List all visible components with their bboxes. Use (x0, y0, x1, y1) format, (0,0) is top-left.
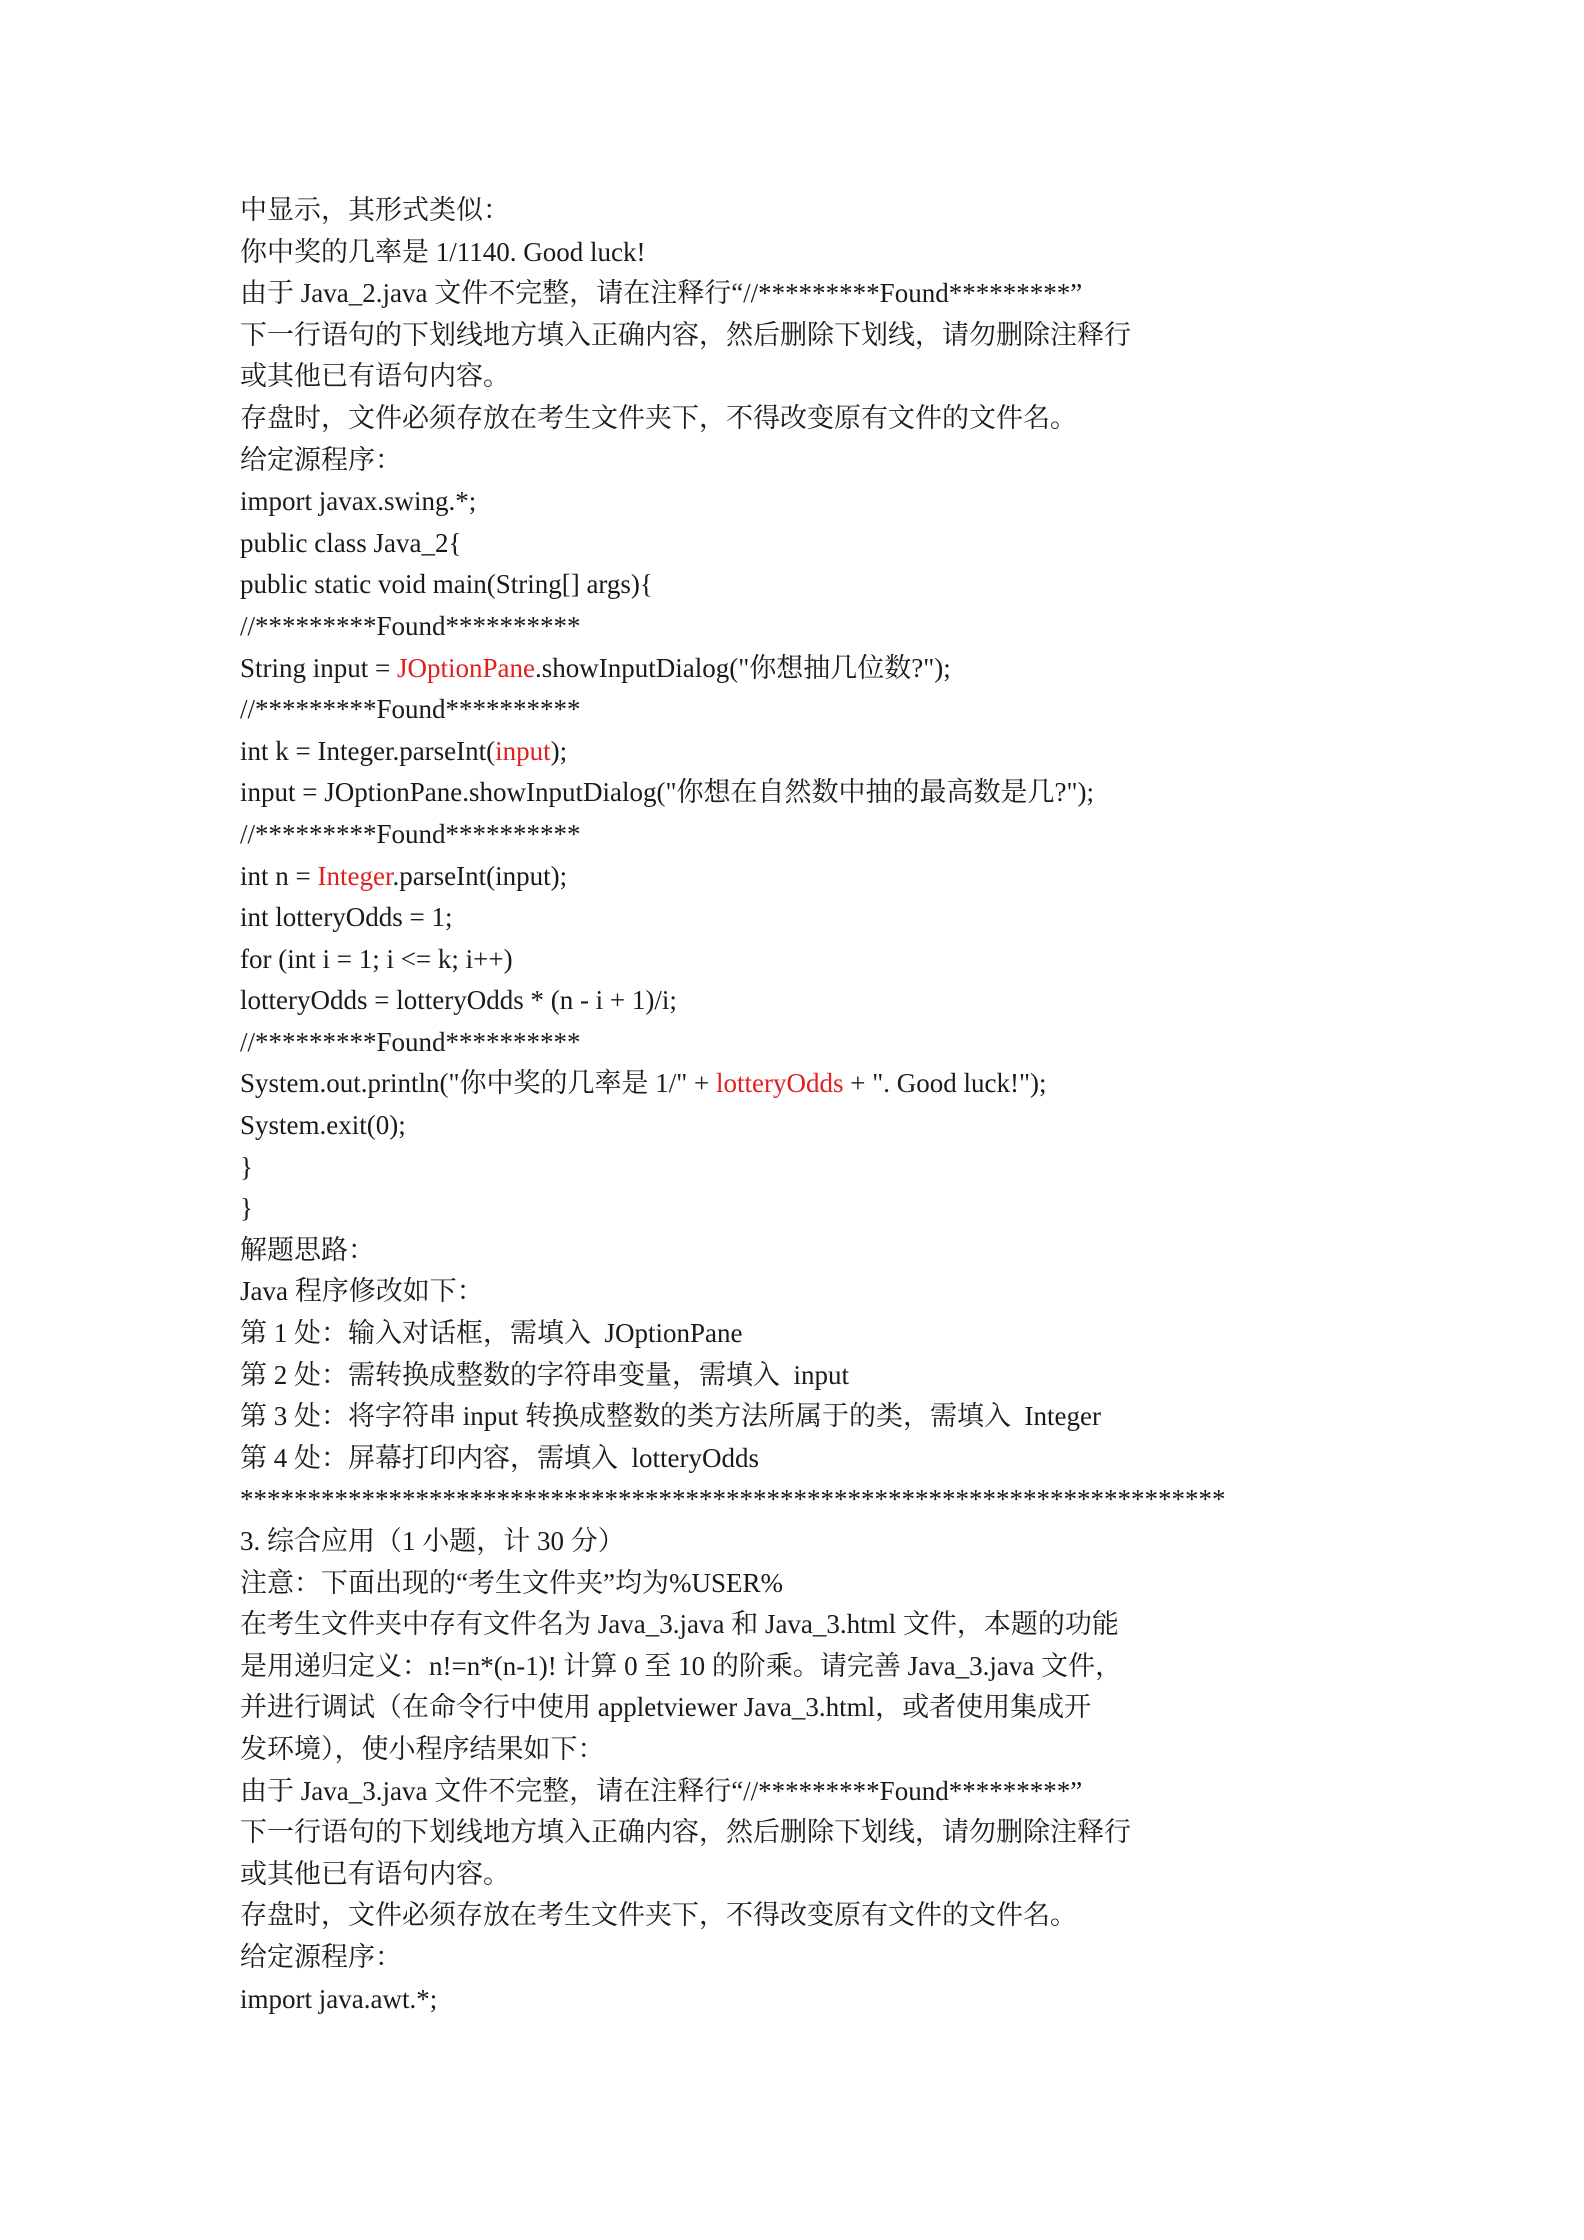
text-segment: System.exit(0); (240, 1110, 406, 1141)
highlighted-answer: lotteryOdds (716, 1068, 844, 1099)
text-segment: } (240, 1151, 253, 1182)
text-line (240, 356, 1390, 398)
text-segment: //*********Found********** (240, 610, 581, 641)
text-segment: 解题思路： (240, 1234, 375, 1265)
text-line (240, 1687, 1390, 1729)
text-segment: lotteryOdds = lotteryOdds * (n - i + 1)/i; (240, 985, 677, 1016)
text-line (240, 273, 1390, 315)
text-segment: int lotteryOdds = 1; (240, 902, 453, 933)
text-segment: 由于 Java_2.java 文件不完整，请在注释行“//*********Found*********” (240, 278, 1083, 309)
text-line (240, 689, 1390, 731)
text-segment: input = JOptionPane.showInputDialog("你想在自然数中抽的最高数是几?"); (240, 777, 1094, 808)
text-segment: 第 2 处：需转换成整数的字符串变量，需填入 input (240, 1359, 850, 1390)
text-line (240, 1979, 1390, 2021)
text-segment: 下一行语句的下划线地方填入正确内容，然后删除下划线，请勿删除注释行 (240, 319, 1131, 350)
text-line (240, 1105, 1390, 1147)
text-line (240, 1313, 1390, 1355)
text-segment: .parseInt(input); (392, 860, 568, 891)
text-segment: 存盘时，文件必须存放在考生文件夹下，不得改变原有文件的文件名。 (240, 402, 1077, 433)
text-line (240, 1271, 1390, 1313)
text-line (240, 1230, 1390, 1272)
highlighted-answer: input (495, 735, 551, 766)
text-segment: 3. 综合应用（1 小题，计 30 分） (240, 1526, 625, 1556)
text-segment: import javax.swing.*; (240, 486, 477, 517)
text-segment: 第 4 处：屏幕打印内容，需填入 lotteryOdds (240, 1442, 759, 1473)
text-line (240, 1771, 1390, 1813)
text-line (240, 1147, 1390, 1189)
text-segment: 下一行语句的下划线地方填入正确内容，然后删除下划线，请勿删除注释行 (240, 1817, 1131, 1848)
text-line (240, 232, 1390, 274)
highlighted-answer: Integer (317, 860, 393, 891)
text-line (240, 1479, 1390, 1521)
text-segment: //*********Found********** (240, 818, 581, 849)
text-line (240, 564, 1390, 606)
text-line (240, 1729, 1390, 1771)
text-segment: public static void main(String[] args){ (240, 569, 653, 600)
text-line (240, 1937, 1390, 1979)
text-segment: 注意：下面出现的“考生文件夹”均为%USER% (240, 1567, 783, 1598)
text-segment: 你中奖的几率是 1/1140. Good luck! (240, 236, 646, 267)
text-line (240, 731, 1390, 773)
text-line (240, 1604, 1390, 1646)
text-segment: 或其他已有语句内容。 (240, 1858, 510, 1889)
text-segment: 给定源程序： (240, 1941, 402, 1972)
text-segment: int k = Integer.parseInt( (240, 735, 496, 766)
text-segment: for (int i = 1; i <= k; i++) (240, 943, 513, 974)
text-line (240, 1188, 1390, 1230)
text-line (240, 897, 1390, 939)
text-line (240, 1063, 1390, 1105)
text-segment: public class Java_2{ (240, 527, 462, 558)
text-line (240, 1438, 1390, 1480)
text-segment: 并进行调试（在命令行中使用 appletviewer Java_3.html，或者使用集成开 (240, 1692, 1092, 1723)
text-line (240, 606, 1390, 648)
text-line (240, 523, 1390, 565)
text-line (240, 1022, 1390, 1064)
text-line (240, 440, 1390, 482)
text-line (240, 1854, 1390, 1896)
document-page (240, 190, 1390, 2020)
text-line (240, 190, 1390, 232)
text-line (240, 1396, 1390, 1438)
text-line (240, 648, 1390, 690)
text-segment: 发环境），使小程序结果如下： (240, 1733, 605, 1764)
text-segment: 或其他已有语句内容。 (240, 361, 510, 392)
text-segment: Java 程序修改如下： (240, 1276, 484, 1307)
text-line (240, 1355, 1390, 1397)
text-line (240, 398, 1390, 440)
text-line (240, 315, 1390, 357)
text-segment: String input = (240, 652, 397, 683)
text-segment: 第 3 处：将字符串 input 转换成整数的类方法所属于的类，需填入 Integer (240, 1401, 1101, 1432)
text-segment: int n = (240, 860, 318, 891)
text-line (240, 772, 1390, 814)
text-segment: ); (550, 735, 568, 766)
text-segment: import java.awt.*; (240, 1983, 438, 2014)
text-segment: + ". Good luck!"); (843, 1068, 1047, 1099)
text-segment: 由于 Java_3.java 文件不完整，请在注释行“//*********Found*********” (240, 1775, 1083, 1806)
text-segment: .showInputDialog("你想抽几位数?"); (535, 652, 951, 683)
text-line (240, 1812, 1390, 1854)
text-segment: 第 1 处：输入对话框，需填入 JOptionPane (240, 1318, 743, 1349)
text-line (240, 1521, 1390, 1563)
text-line (240, 1563, 1390, 1605)
text-line (240, 1895, 1390, 1937)
text-line (240, 1646, 1390, 1688)
text-line (240, 939, 1390, 981)
text-segment: //*********Found********** (240, 694, 581, 725)
text-segment: //*********Found********** (240, 1026, 581, 1057)
highlighted-answer: JOptionPane (397, 652, 535, 683)
text-segment: 给定源程序： (240, 444, 402, 475)
text-line (240, 814, 1390, 856)
text-segment: } (240, 1193, 253, 1224)
text-line (240, 980, 1390, 1022)
text-segment: ************************************************************************* (240, 1484, 1226, 1515)
text-segment: 存盘时，文件必须存放在考生文件夹下，不得改变原有文件的文件名。 (240, 1900, 1077, 1931)
text-line (240, 856, 1390, 898)
text-segment: 在考生文件夹中存有文件名为 Java_3.java 和 Java_3.html 文件，本题的功能 (240, 1609, 1119, 1640)
text-line (240, 481, 1390, 523)
text-segment: 是用递归定义：n!=n*(n-1)! 计算 0 至 10 的阶乘。请完善 Java_3.java 文件， (240, 1650, 1123, 1681)
text-segment: System.out.println("你中奖的几率是 1/" + (240, 1068, 717, 1099)
text-segment: 中显示，其形式类似： (240, 195, 510, 225)
